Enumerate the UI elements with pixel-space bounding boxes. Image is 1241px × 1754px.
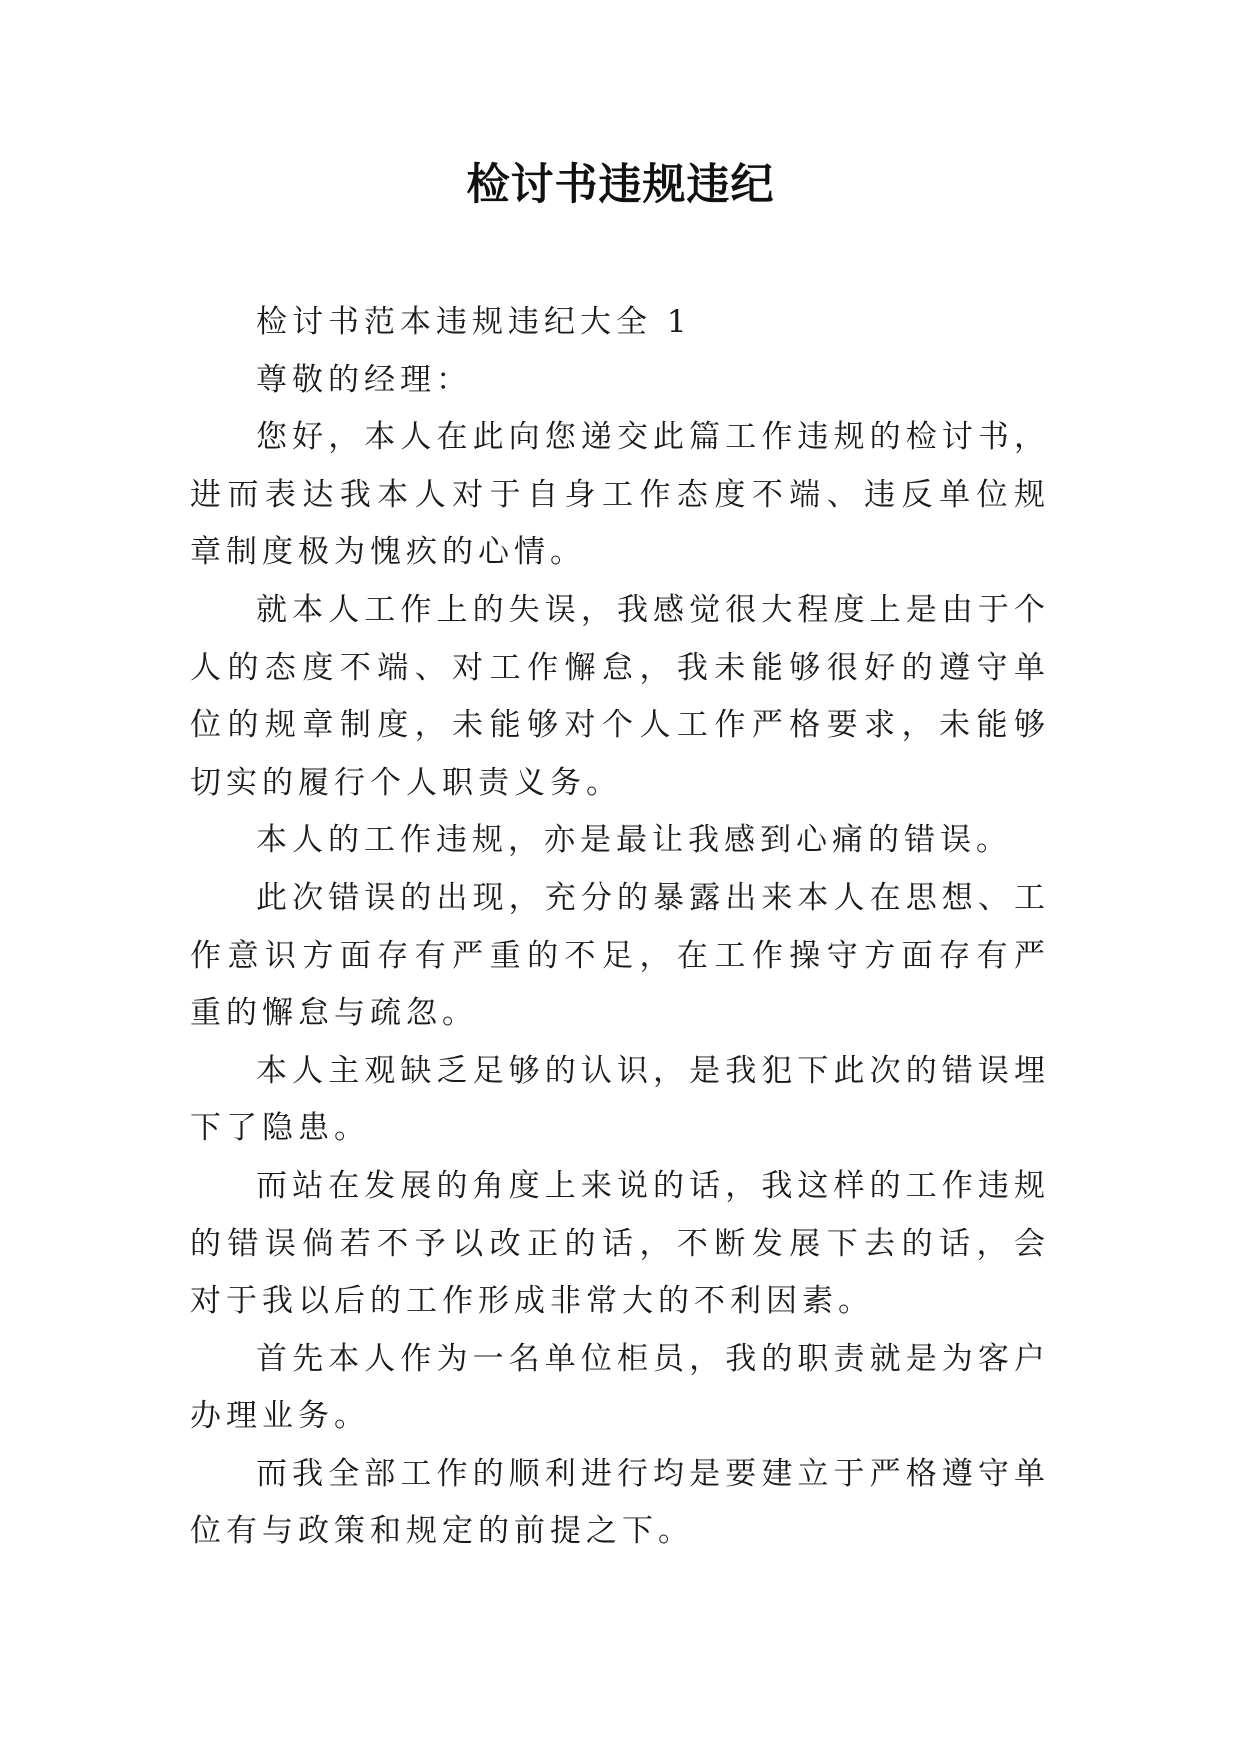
paragraph-salutation: 尊敬的经理：	[256, 361, 472, 398]
paragraph: 您好，本人在此向您递交此篇工作违规的检讨书，进而表达我本人对于自身工作态度不端、违反单位规章制度极为愧疚的心情。	[190, 419, 1050, 571]
paragraph: 首先本人作为一名单位柜员，我的职责就是为客户办理业务。	[190, 1340, 1050, 1435]
paragraph: 本人主观缺乏足够的认识，是我犯下此次的错误埋下了隐患。	[190, 1052, 1050, 1147]
paragraph: 本人的工作违规，亦是最让我感到心痛的错误。	[256, 822, 1012, 859]
document-title: 检讨书违规违纪	[466, 160, 775, 210]
paragraph: 就本人工作上的失误，我感觉很大程度上是由于个人的态度不端、对工作懈怠，我未能够很好的遵守单位的规章制度，未能够对个人工作严格要求，未能够切实的履行个人职责义务。	[190, 591, 1050, 801]
paragraph: 此次错误的出现，充分的暴露出来本人在思想、工作意识方面存有严重的不足，在工作操守方面存有严重的懈怠与疏忽。	[190, 879, 1050, 1032]
paragraph-heading: 检讨书范本违规违纪大全 1	[256, 304, 692, 340]
paragraph: 而站在发展的角度上来说的话，我这样的工作违规的错误倘若不予以改正的话，不断发展下去的话，会对于我以后的工作形成非常大的不利因素。	[190, 1167, 1050, 1320]
document-body	[190, 294, 1050, 1561]
paragraph: 而我全部工作的顺利进行均是要建立于严格遵守单位有与政策和规定的前提之下。	[190, 1455, 1050, 1550]
